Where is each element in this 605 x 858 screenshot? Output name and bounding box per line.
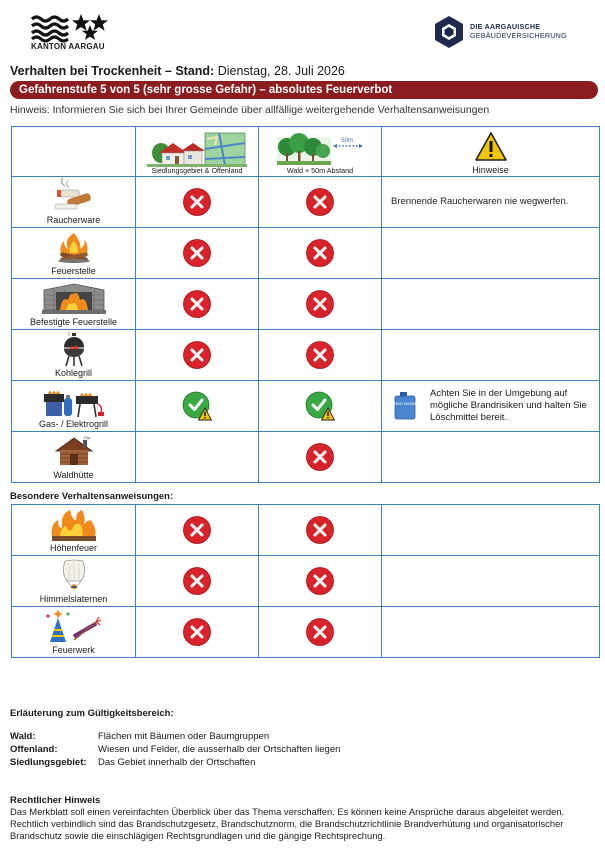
note-cell bbox=[382, 228, 600, 279]
header-empty-cell bbox=[12, 127, 136, 177]
table-row bbox=[12, 177, 600, 228]
row-label: Himmelslaternen bbox=[39, 594, 108, 604]
forbidden-icon bbox=[182, 617, 212, 647]
status-cell-forest bbox=[259, 177, 382, 228]
table-row bbox=[12, 279, 600, 330]
status-cell-settlement bbox=[136, 381, 259, 432]
canton-name: KANTON AARGAU bbox=[31, 42, 105, 51]
note-cell bbox=[382, 381, 600, 432]
forbidden-icon bbox=[182, 340, 212, 370]
header-notes bbox=[382, 127, 600, 177]
note-cell bbox=[382, 505, 600, 556]
page-title bbox=[10, 64, 345, 78]
row-label-cell bbox=[12, 556, 136, 607]
forbidden-icon bbox=[305, 340, 335, 370]
row-note: Achten Sie in der Umgebung auf mögliche Brandrisiken und halten Sie Löschmittel bereit. bbox=[430, 388, 587, 423]
definition-row bbox=[10, 744, 340, 755]
forbidden-icon bbox=[182, 187, 212, 217]
forbidden-icon bbox=[305, 187, 335, 217]
definition-text: Das Gebiet innerhalb der Ortschaften bbox=[98, 757, 256, 768]
page-header bbox=[0, 0, 605, 60]
note-cell bbox=[382, 607, 600, 658]
status-cell-forest bbox=[259, 381, 382, 432]
gas-electric-grill-icon bbox=[42, 384, 106, 418]
row-label-cell bbox=[12, 228, 136, 279]
forbidden-icon bbox=[182, 238, 212, 268]
title-prefix: Verhalten bei Trockenheit – Stand: bbox=[10, 64, 215, 78]
definition-text: Wiesen und Felder, die ausserhalb der Ortschaften liegen bbox=[98, 744, 341, 755]
legal-title: Rechtlicher Hinweis bbox=[10, 795, 101, 806]
cigar-icon bbox=[53, 180, 95, 210]
water-canister-icon bbox=[390, 392, 420, 420]
forbidden-icon bbox=[182, 515, 212, 545]
table-row bbox=[12, 505, 600, 556]
bonfire-icon bbox=[48, 508, 100, 542]
canton-aargau-logo bbox=[31, 12, 111, 54]
table-row bbox=[12, 556, 600, 607]
table-row bbox=[12, 228, 600, 279]
table-row bbox=[12, 432, 600, 483]
warning-triangle-icon bbox=[474, 131, 508, 163]
status-cell-settlement bbox=[136, 607, 259, 658]
status-cell-settlement bbox=[136, 228, 259, 279]
column-label-forest: Wald + 50m Abstand bbox=[286, 166, 354, 175]
rules-table bbox=[11, 126, 600, 483]
forbidden-icon bbox=[305, 238, 335, 268]
status-cell-forest bbox=[259, 330, 382, 381]
hexagon-logo-icon bbox=[434, 15, 464, 49]
status-cell-settlement bbox=[136, 177, 259, 228]
row-label-cell bbox=[12, 330, 136, 381]
fortified-fireplace-icon bbox=[42, 282, 106, 314]
definition-term: Offenland: bbox=[10, 744, 58, 755]
allowed-with-caution-icon bbox=[182, 391, 212, 421]
insurer-logo bbox=[434, 15, 594, 51]
note-cell bbox=[382, 279, 600, 330]
row-label: Befestigte Feuerstelle bbox=[29, 317, 118, 327]
hint-text: Hinweis: Informieren Sie sich bei Ihrer Gemeinde über allfällige weitergehende Verhaltensanweisungen bbox=[10, 104, 490, 116]
status-cell-settlement bbox=[136, 556, 259, 607]
insurer-name-line2: GEBÄUDEVERSICHERUNG bbox=[470, 31, 567, 40]
forbidden-icon bbox=[305, 617, 335, 647]
note-cell bbox=[382, 330, 600, 381]
table-row bbox=[12, 607, 600, 658]
insurer-name bbox=[470, 22, 567, 40]
table-row bbox=[12, 330, 600, 381]
special-section-title: Besondere Verhaltensanweisungen: bbox=[10, 491, 174, 502]
danger-level-banner: Gefahrenstufe 5 von 5 (sehr grosse Gefahr) – absolutes Feuerverbot bbox=[10, 81, 598, 99]
fireworks-icon bbox=[44, 610, 104, 644]
row-label-cell bbox=[12, 607, 136, 658]
canton-arms-icon bbox=[31, 12, 111, 42]
definition-term: Siedlungsgebiet: bbox=[10, 757, 87, 768]
row-label-cell bbox=[12, 177, 136, 228]
row-label: Feuerstelle bbox=[51, 266, 96, 276]
legal-text: Das Merkblatt soll einen vereinfachten Überblick über das Thema verschaffen. Es können keine Ansprüche daraus abgeleitet werden. Rechtlich verbindlich sind das Brandschutzgesetz, Brandschutznorm, die Brandschutzrichtlinie Brandverhütung und organisatorischer Brandschutz sowie die einschlägigen Rechtsgrundlagen und die gängige Rechtsprechung. bbox=[10, 806, 565, 842]
status-cell-forest bbox=[259, 432, 382, 483]
status-cell-settlement bbox=[136, 279, 259, 330]
title-date: Dienstag, 28. Juli 2026 bbox=[217, 64, 345, 78]
status-cell-settlement bbox=[136, 505, 259, 556]
note-cell bbox=[382, 177, 600, 228]
special-rules-table bbox=[11, 504, 600, 658]
header-forest bbox=[259, 127, 382, 177]
forbidden-icon bbox=[305, 289, 335, 319]
table-row bbox=[12, 381, 600, 432]
status-cell-settlement bbox=[136, 432, 259, 483]
row-label: Kohlegrill bbox=[54, 368, 93, 378]
canister-label: LÖSCH WASSER bbox=[390, 402, 420, 406]
column-label-settlement: Siedlungsgebiet & Offenland bbox=[151, 166, 243, 175]
campfire-icon bbox=[56, 231, 92, 263]
definition-row bbox=[10, 731, 269, 742]
scope-title: Erläuterung zum Gültigkeitsbereich: bbox=[10, 708, 174, 719]
settlement-map-icon bbox=[147, 131, 247, 167]
column-label-notes: Hinweise bbox=[472, 165, 509, 175]
forest-distance-icon bbox=[275, 131, 365, 167]
status-cell-forest bbox=[259, 556, 382, 607]
allowed-with-caution-icon bbox=[305, 391, 335, 421]
note-cell bbox=[382, 432, 600, 483]
forest-hut-icon bbox=[54, 435, 94, 467]
note-with-icon bbox=[382, 388, 599, 424]
status-cell-forest bbox=[259, 279, 382, 330]
forbidden-icon bbox=[305, 515, 335, 545]
sky-lantern-icon bbox=[59, 559, 89, 593]
note-cell bbox=[382, 556, 600, 607]
status-cell-forest bbox=[259, 505, 382, 556]
definition-term: Wald: bbox=[10, 731, 36, 742]
row-label-cell bbox=[12, 505, 136, 556]
forest-distance-label: 50m bbox=[341, 138, 353, 144]
status-cell-settlement bbox=[136, 330, 259, 381]
definition-text: Flächen mit Bäumen oder Baumgruppen bbox=[98, 731, 270, 742]
status-cell-forest bbox=[259, 607, 382, 658]
row-label-cell bbox=[12, 279, 136, 330]
header-settlement bbox=[136, 127, 259, 177]
row-label: Höhenfeuer bbox=[49, 543, 98, 553]
row-note: Brennende Raucherwaren nie wegwerfen. bbox=[391, 196, 569, 207]
row-label: Feuerwerk bbox=[52, 645, 95, 655]
row-label-cell bbox=[12, 432, 136, 483]
definition-row bbox=[10, 757, 255, 768]
forbidden-icon bbox=[182, 289, 212, 319]
insurer-name-line1: DIE AARGAUISCHE bbox=[470, 22, 541, 31]
row-label: Waldhütte bbox=[53, 470, 94, 480]
table-header-row bbox=[12, 127, 600, 177]
row-label: Gas- / Elektrogrill bbox=[38, 419, 109, 429]
forbidden-icon bbox=[305, 442, 335, 472]
row-label-cell bbox=[12, 381, 136, 432]
status-cell-forest bbox=[259, 228, 382, 279]
forbidden-icon bbox=[305, 566, 335, 596]
row-label: Raucherware bbox=[46, 215, 101, 225]
forbidden-icon bbox=[182, 566, 212, 596]
charcoal-grill-icon bbox=[61, 333, 87, 367]
